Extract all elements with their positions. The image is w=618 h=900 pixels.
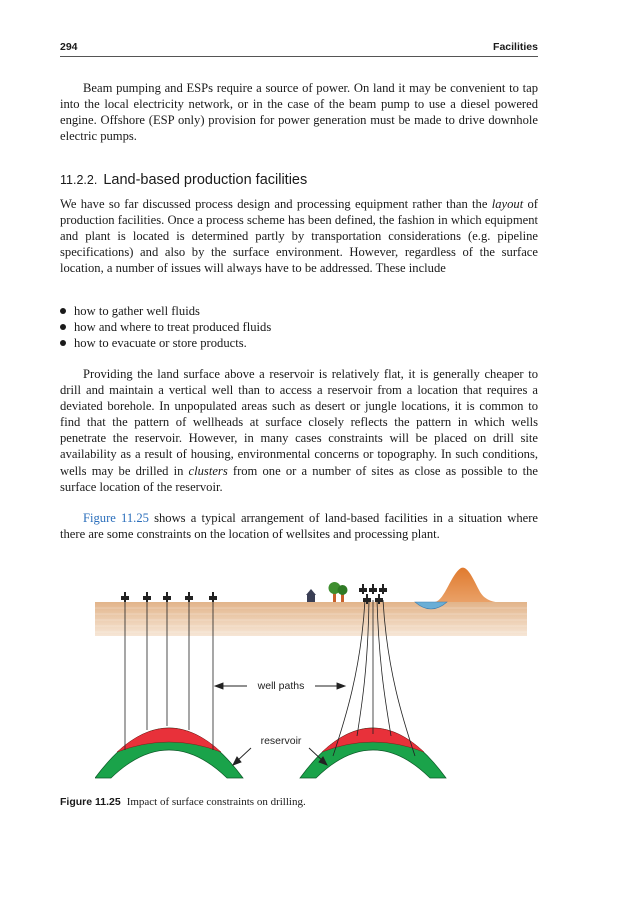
paragraph-clusters [60, 366, 538, 495]
figure-caption [60, 796, 306, 808]
figure-surface-constraints [95, 560, 535, 788]
section-heading [60, 172, 307, 188]
list-item-text: how to gather well fluids [74, 304, 200, 318]
label-reservoir: reservoir [260, 735, 302, 747]
paragraph-power: Beam pumping and ESPs require a source of power. On land it may be convenient to tap into the local electricity network, or in the case of the beam pump to use a diesel powered engine. Offshore (ESP only) provision for power generation must be made to drive downhole electric pumps. [60, 81, 538, 144]
paragraph-clusters-text-a: Providing the land surface above a reservoir is relatively flat, it is generally cheaper to drill and maintain a vertical well than to access a reservoir from a location that requires a deviated borehole. In unpopulated areas such as desert or jungle locations, it is common to find that the pattern of wellheads at surface closely reflects the pattern in which wells penetrate the reservoir. However, in many cases constraints will be placed on drill site availability as a result of housing, environmental concerns or topography. In such conditions, wells may be drilled in [60, 367, 538, 478]
list-item [60, 335, 538, 351]
paragraph-figure-ref-text: shows a typical arrangement of land-based facilities in a situation where there are some constraints on the location of wellsites and processing plant. [60, 511, 538, 542]
section-title: Facilities [493, 41, 538, 53]
page-number: 294 [60, 41, 78, 53]
paragraph-layout-text-a: We have so far discussed process design and processing equipment rather than the [60, 197, 492, 211]
issues-list [60, 303, 538, 351]
caption-text: Impact of surface constraints on drilling. [126, 796, 306, 808]
section-heading-title: Land-based production facilities [103, 172, 308, 188]
bullet-icon [60, 308, 66, 314]
figure-link[interactable]: Figure 11.25 [83, 511, 149, 525]
tree-icon [329, 582, 348, 602]
emphasis-clusters: clusters [188, 463, 228, 478]
section-number: 11.2.2. [60, 173, 98, 187]
bullet-icon [60, 324, 66, 330]
bullet-icon [60, 340, 66, 346]
emphasis-layout: layout [491, 197, 524, 211]
list-item-text: how and where to treat produced fluids [74, 320, 272, 335]
label-well-paths: well paths [257, 680, 305, 692]
caption-label: Figure 11.25 [60, 796, 121, 808]
paragraph-figure-ref [60, 510, 538, 542]
land-surface [95, 602, 527, 636]
running-header [60, 40, 538, 57]
paragraph-layout [60, 196, 538, 276]
paragraph-layout-text-b: of production facilities. Once a process scheme has been defined, the fashion in which equipment and plant is located is determined partly by transportation considerations (e.g. pipeline specifications) and also by the surface environment. However, regardless of the surface location, a number of issues will always have to be addressed. These include [60, 197, 538, 276]
list-item [60, 319, 538, 335]
wellheads-left [121, 592, 217, 602]
house-icon [306, 589, 316, 602]
list-item [60, 303, 538, 319]
paragraph-clusters-text-b: from one or a number of sites as close as possible to the surface location of the reservoir. [60, 463, 538, 494]
list-item-text: how to evacuate or store products. [74, 336, 247, 351]
